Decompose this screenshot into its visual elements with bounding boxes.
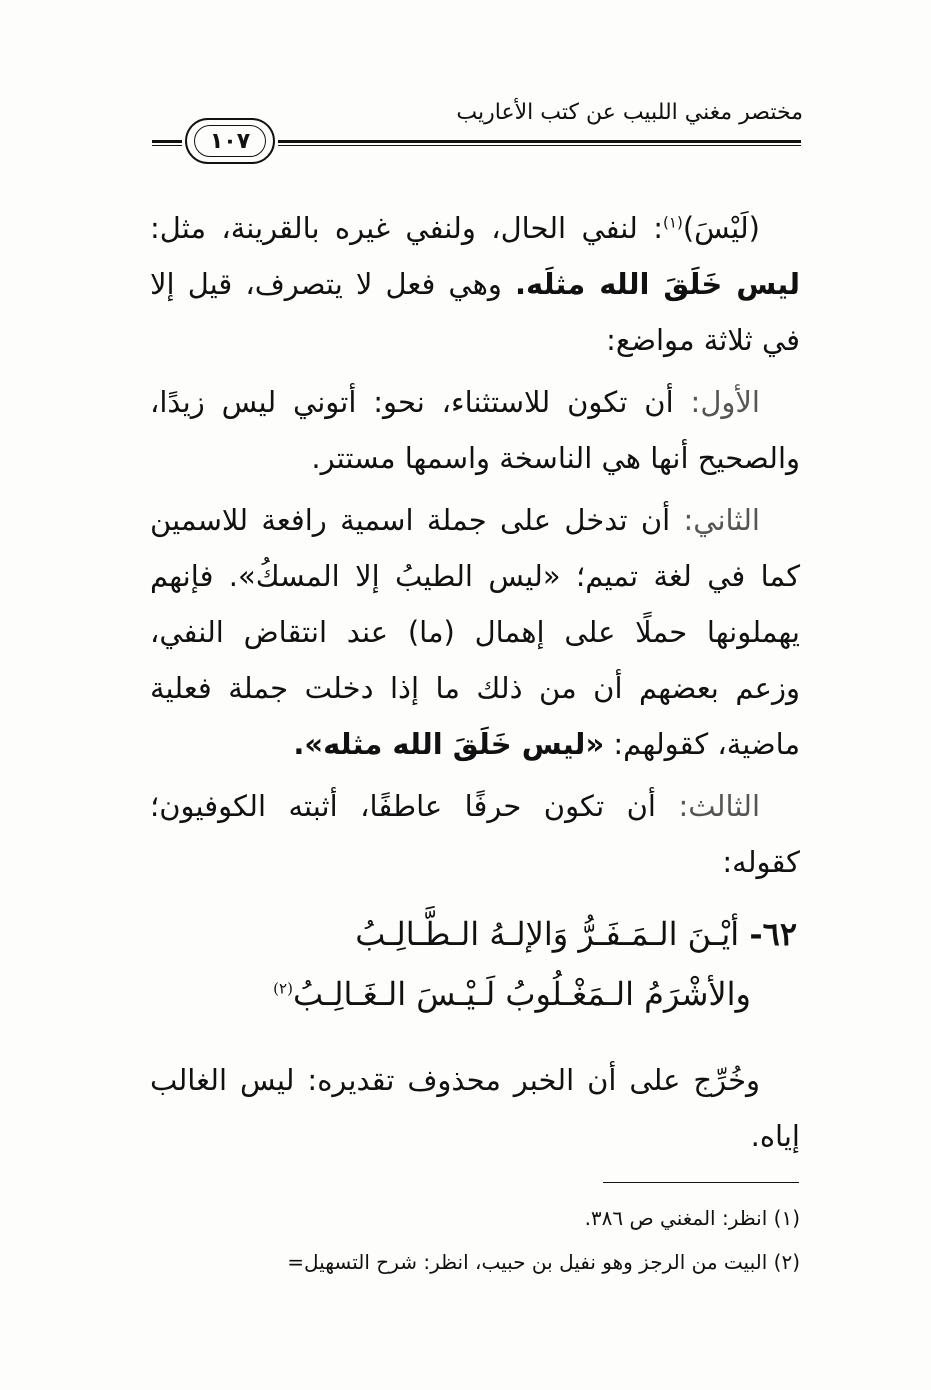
verse-number: ٦٢- [749, 915, 797, 953]
paragraph-third-case [150, 778, 800, 890]
main-text [150, 200, 800, 896]
bold-example: «ليس خَلَقَ الله مثله». [293, 727, 605, 761]
paragraph-text: وهي فعل لا يتصرف، قيل إلا في ثلاثة مواضع: [150, 267, 800, 357]
footnotes [150, 1196, 800, 1284]
verse-line-2 [273, 975, 751, 1013]
case-lead: الأول: [690, 385, 760, 419]
footnote-ref-1: (١) [663, 213, 683, 232]
case-lead: الثالث: [678, 789, 760, 823]
paragraph-first-case [150, 374, 800, 486]
paragraph-text: أن تكون للاستثناء، نحو: أتوني ليس زيدًا، والصحيح أنها هي الناسخة واسمها مستتر. [150, 385, 800, 475]
case-lead: الثاني: [683, 503, 760, 537]
page-number: ١٠٧ [194, 125, 266, 157]
header-rule-left-thin [152, 145, 182, 146]
paragraph-text: أن تكون حرفًا عاطفًا، أثبته الكوفيون؛ كقوله: [150, 789, 800, 879]
paragraph-laysa-intro [150, 200, 800, 368]
header-rule [278, 140, 801, 143]
header-rule-left [152, 140, 182, 143]
verse-line-1 [355, 915, 797, 953]
paragraph-text: : لنفي الحال، ولنفي غيره بالقرينة، مثل: [150, 211, 664, 245]
running-header-title: مختصر مغني اللبيب عن كتب الأعاريب [456, 100, 803, 125]
footnote-2: (٢) البيت من الرجز وهو نفيل بن حبيب، انظر: شرح التسهيل= [287, 1250, 800, 1274]
verse-text: أيْـنَ الـمَـفَـرُّ وَالإلـهُ الـطَّـالِـبُ [355, 915, 740, 953]
footnote-ref-2: (٢) [273, 979, 293, 998]
paragraph-text: وخُرِّج على أن الخبر محذوف تقديره: ليس الغالب إياه. [150, 1063, 800, 1153]
verse-text: والأشْرَمُ الـمَغْـلُوبُ لَـيْـسَ الـغَـالِـبُ [292, 975, 751, 1013]
page-number-badge [185, 118, 275, 164]
footnote-separator [603, 1182, 799, 1183]
entry-heading: (لَيْسَ) [682, 211, 760, 245]
footnote-1: (١) انظر: المغني ص ٣٨٦. [584, 1206, 800, 1230]
header-rule-thin [278, 145, 801, 146]
paragraph-text: أن تدخل على جملة اسمية رافعة للاسمين كما في لغة تميم؛ «ليس الطيبُ إلا المسكُ». فإنهم يهملونها حملًا على إهمال (ما) عند انتقاض النفي، وزعم بعضهم أن من ذلك ما إذا دخلت جملة فعلية ماضية، كقولهم: [150, 503, 800, 761]
paragraph-after-verse [150, 1052, 800, 1164]
bold-example: ليس خَلَقَ الله مثلَه. [514, 267, 800, 301]
paragraph-second-case [150, 492, 800, 772]
